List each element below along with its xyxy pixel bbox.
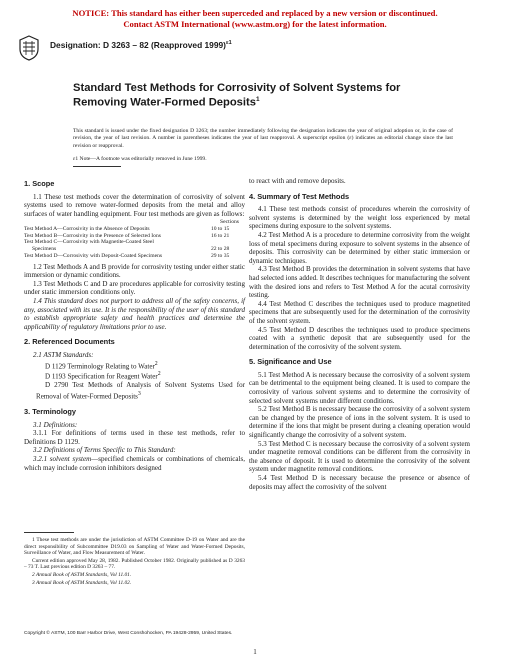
section-heading-significance: 5. Significance and Use (249, 357, 332, 367)
ref-code: D 1129 (45, 361, 66, 370)
designation-sup: ε1 (225, 40, 232, 47)
methods-row (24, 239, 245, 246)
section-heading-terminology: 3. Terminology (24, 406, 77, 416)
method-name: Specimens (32, 246, 57, 253)
significance-paragraph-3: 5.3 Test Method C is necessary because the corrosivity of a solvent system under magnetite removal conditions can be different from the corrosivity in the absence of deposit. It is used to determine the corrosivity of the solvent system under magnetite removal conditions. (249, 439, 470, 474)
ref-footnote-mark: 2 (157, 371, 161, 378)
page-number: 1 (253, 648, 257, 656)
scope-paragraph-1: 1.1 These test methods cover the determination of corrosivity of solvent systems used to remove water-formed deposits from the metal and alloy surfaces of water handling equipment. Four test methods are given as follows: (24, 192, 245, 218)
left-column (24, 177, 245, 472)
continued-text: to react with and remove deposits. (249, 177, 346, 185)
summary-paragraph-3: 4.3 Test Method B provides the determination in solvent systems that have had selected ions added. It describes techniques for manufacturing the solvent with the desired ions and refers to Test Method A for the acutal corrosivity testing. (249, 265, 470, 300)
summary-paragraph-2: 4.2 Test Method A is a procedure to determine corrosivity from the weight loss of metal specimens during exposure to solvent systems in the absence of deposits. This corrosivity can be determined by either static immersion or dynamic techniques. (249, 230, 470, 265)
term-definition: —specified chemicals or combinations of chemicals, which may include corrosion inhibitors designed (24, 454, 245, 472)
epsilon-note: ε1 Note—A footnote was editorially removed in June 1999. (73, 156, 207, 162)
method-sections: 16 to 21 (211, 232, 230, 239)
methods-row (24, 226, 245, 233)
methods-row (24, 233, 245, 240)
method-sections: 10 to 15 (211, 226, 230, 233)
scope-paragraph-2: 1.2 Test Methods A and B provide for corrosivity testing under either static immersion or dynamic conditions. (24, 262, 245, 280)
terminology-paragraph-3: 3.2 Definitions of Terms Specific to This Standard: (33, 446, 176, 455)
footnotes (24, 537, 245, 587)
methods-row (24, 246, 245, 253)
methods-table (24, 219, 245, 259)
footnote: 3 Annual Book of ASTM Standards, Vol 11.02. (32, 579, 132, 586)
designation-text: Designation: D 3263 – 82 (Reapproved 1999) (50, 40, 226, 50)
astm-logo-icon (19, 35, 39, 61)
reference-item (24, 370, 245, 381)
notice-banner (0, 8, 510, 30)
terminology-paragraph-1: 3.1 Definitions: (33, 420, 78, 429)
ref-title: Test Methods of Analysis of Solvent Systems Used for Removal of Water-Formed Deposits (36, 381, 246, 401)
footnote: 1 These test methods are under the jurisdiction of ASTM Committee D-19 on Water and are the direct responsibility of Subcommittee D19.03 on Sampling of Water and Water-Formed Deposits, Surveillance of Water, and Flow Measurement of Water. (24, 537, 245, 557)
scope-paragraph-4: 1.4 This standard does not purport to address all of the safety concerns, if any, associated with its use. It is the responsibility of the user of this standard to establish appropriate safety and health practices and determine the applicability of regulatory limitations prior to use. (24, 296, 245, 331)
term-solvent-system: 3.2.1 solvent system (33, 454, 92, 463)
scope-paragraph-3: 1.3 Test Methods C and D are procedures applicable for corrosivity testing under static immersion conditions only. (24, 279, 245, 297)
footnote: 2 Annual Book of ASTM Standards, Vol 11.01. (32, 571, 132, 578)
reference-item (24, 381, 245, 401)
summary-paragraph-5: 4.5 Test Method D describes the techniques used to produce specimens coated with a synthetic deposit that are subsequently used for the determination of the corrosivity of the solvent system. (249, 325, 470, 351)
ref-title: Specification for Reagent Water (67, 372, 158, 381)
significance-paragraph-4: 5.4 Test Method D is necessary because the presence or absence of deposits may affect the corrosivity of the solvent (249, 474, 470, 491)
significance-paragraph-2: 5.2 Test Method B is necessary because the corrosivity of a solvent system can be changed by the presence of ions in the solvent system. It is used to determine if the ions that might be present during a cleaning operation would significantly change the corrosivity of a solvent system. (249, 405, 470, 440)
method-name: Test Method D—Corrosivity with Deposit-Coated Specimens (24, 252, 163, 259)
ref-code: D 1193 (45, 372, 66, 381)
section-heading-referenced-documents: 2. Referenced Documents (24, 337, 115, 347)
method-name: Test Method C—Corrosivity with Magnetite-Coated Steel (24, 239, 154, 246)
ref-code: D 2790 (45, 381, 69, 390)
section-heading-summary: 4. Summary of Test Methods (249, 191, 350, 201)
method-sections: 22 to 28 (211, 246, 230, 253)
methods-sections-header: Sections (220, 219, 239, 226)
title-text: Standard Test Methods for Corrosivity of Solvent Systems for Removing Water-Formed Deposits (73, 82, 401, 109)
ref-footnote-mark: 2 (154, 360, 158, 367)
title-footnote-mark: 1 (255, 96, 260, 104)
methods-row (24, 253, 245, 260)
method-sections: 29 to 35 (211, 252, 230, 259)
method-name: Test Method A—Corrosivity in the Absence of Deposits (24, 226, 150, 233)
footnote: Current edition approved May 28, 1982. Published October 1982. Originally published as D 3263 – 73 T. Last previous edition D 3263 – 77. (24, 557, 245, 571)
astm-standards-label: 2.1 ASTM Standards: (33, 350, 94, 359)
section-heading-scope: 1. Scope (24, 179, 55, 188)
document-title (73, 82, 453, 109)
notice-line-1: NOTICE: This standard has either been superceded and replaced by a new version or discontinued. (72, 8, 438, 18)
copyright-line: Copyright © ASTM, 100 Barr Harbor Drive, West Conshohocken, PA 19428-2959, United States. (24, 631, 233, 636)
summary-paragraph-4: 4.4 Test Method C describes the techniques used to produce magnetited specimens that are subsequently used for the determination of the corrosivity of the solvent system. (249, 299, 470, 325)
reference-item (24, 360, 245, 371)
method-sections (211, 239, 245, 246)
method-name: Test Method B—Corrosivity in the Presence of Selected Ions (24, 232, 161, 239)
ref-title: Terminology Relating to Water (67, 361, 155, 370)
significance-paragraph-1: 5.1 Test Method A is necessary because the corrosivity of a solvent system can be detrimental to the equipment being cleaned. It is used to compare the corrosivity of various solvent systems and to determine the corrosivity of selected solvent systems under different conditions. (249, 370, 470, 405)
right-column (249, 177, 470, 491)
terminology-paragraph-4 (24, 455, 245, 472)
summary-paragraph-1: 4.1 These test methods consist of procedures wherein the corrosivity of solvent systems is determined by the weight loss experienced by metal specimens during exposure to the solvent systems. (249, 205, 470, 231)
designation (50, 40, 232, 50)
notice-line-2: Contact ASTM International (www.astm.org) for the latest information. (123, 19, 387, 29)
footnote-divider (24, 532, 74, 533)
divider (73, 166, 121, 167)
terminology-paragraph-2: 3.1.1 For definitions of terms used in these test methods, refer to Definitions D 1129. (24, 429, 245, 446)
intro-paragraph: This standard is issued under the fixed designation D 3263; the number immediately following the designation indicates the year of original adoption or, in the case of revision, the year of last revision. A number in parentheses indicates the year of last reapproval. A superscript epsilon (ε) indicates an editorial change since the last revision or reapproval. (73, 128, 453, 149)
ref-footnote-mark: 3 (137, 391, 141, 397)
